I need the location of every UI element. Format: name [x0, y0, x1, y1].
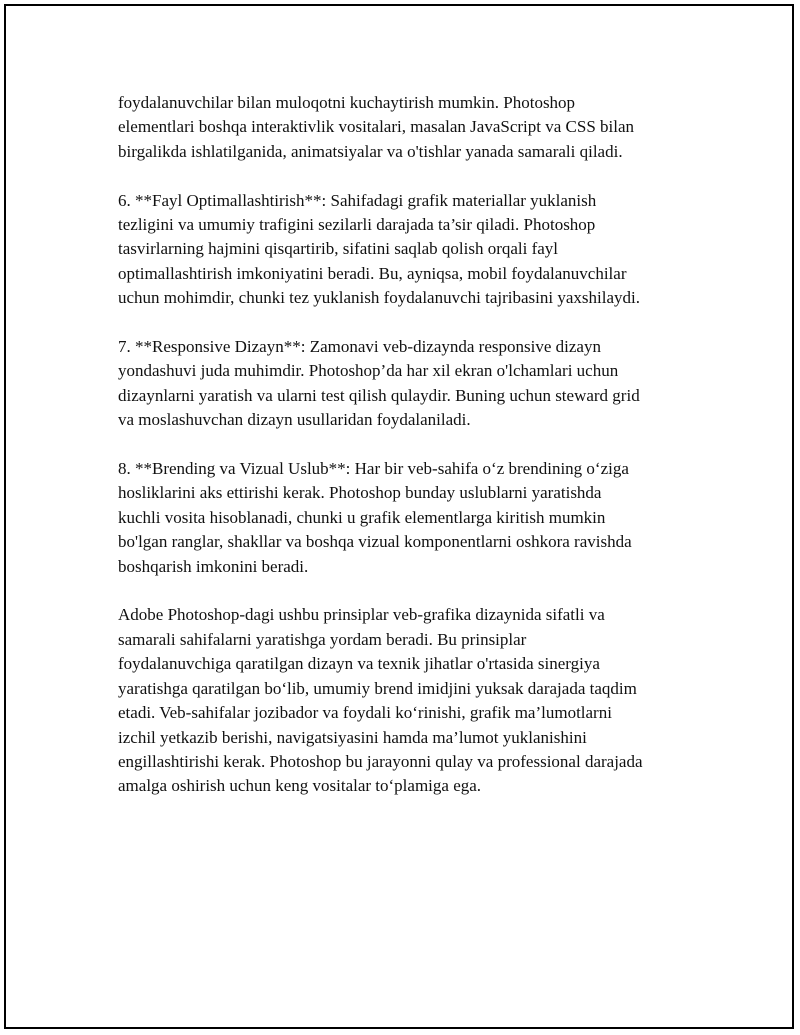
text-line: dizaynlarni yaratish va ularni test qilish qulaydir. Buning uchun steward grid	[118, 385, 640, 405]
text-line: va moslashuvchan dizayn usullaridan foydalaniladi.	[118, 410, 471, 430]
text-line: amalga oshirish uchun keng vositalar to‘plamiga ega.	[118, 776, 482, 796]
paragraph-responsive-design	[118, 335, 698, 433]
text-line: boshqarish imkonini beradi.	[118, 556, 309, 576]
text-line: tasvirlarning hajmini qisqartirib, sifatini saqlab qolish orqali fayl	[118, 239, 559, 259]
text-line: foydalanuvchilar bilan muloqotni kuchaytirish mumkin. Photoshop	[118, 93, 576, 112]
text-line: hosliklarini aks ettirishi kerak. Photoshop bunday uslublarni yaratishda	[118, 483, 602, 503]
text-line: engillashtirishi kerak. Photoshop bu jarayonni qulay va professional darajada	[118, 751, 643, 771]
text-line: foydalanuvchiga qaratilgan dizayn va texnik jihatlar o'rtasida sinergiya	[118, 654, 600, 674]
paragraph-branding	[118, 457, 698, 579]
text-line: birgalikda ishlatilganida, animatsiyalar va o'tishlar yanada samarali qiladi.	[118, 141, 623, 161]
text-line: etadi. Veb-sahifalar jozibador va foydali ko‘rinishi, grafik ma’lumotlarni	[118, 703, 612, 723]
paragraph-conclusion	[118, 603, 698, 798]
text-line: yondashuvi juda muhimdir. Photoshop’da har xil ekran o'lchamlari uchun	[118, 361, 619, 381]
text-line: 6. **Fayl Optimallashtirish**: Sahifadagi grafik materiallar yuklanish	[118, 190, 597, 210]
text-line: optimallashtirish imkoniyatini beradi. Bu, ayniqsa, mobil foydalanuvchilar	[118, 263, 627, 283]
text-line: uchun mohimdir, chunki tez yuklanish foydalanuvchi tajribasini yaxshilaydi.	[118, 288, 640, 308]
text-line: kuchli vosita hisoblanadi, chunki u grafik elementlarga kiritish mumkin	[118, 507, 606, 527]
text-line: yaratishga qaratilgan bo‘lib, umumiy brend imidjini yuksak darajada taqdim	[118, 678, 637, 698]
text-line: 7. **Responsive Dizayn**: Zamonavi veb-dizaynda responsive dizayn	[118, 337, 601, 357]
text-line: Adobe Photoshop-dagi ushbu prinsiplar veb-grafika dizaynida sifatli va	[118, 605, 605, 625]
text-line: samarali sahifalarni yaratishga yordam beradi. Bu prinsiplar	[118, 629, 527, 649]
text-line: tezligini va umumiy trafigini sezilarli darajada ta’sir qiladi. Photoshop	[118, 215, 596, 235]
paragraph-file-optimization	[118, 189, 698, 311]
text-line: elementlari boshqa interaktivlik vositalari, masalan JavaScript va CSS bilan	[118, 117, 635, 137]
document-body	[118, 91, 698, 823]
text-line: bo'lgan ranglar, shakllar va boshqa vizual komponentlarni oshkora ravishda	[118, 532, 632, 552]
paragraph-intro-continuation	[118, 91, 698, 164]
text-line: izchil yetkazib berishi, navigatsiyasini hamda ma’lumot yuklanishini	[118, 727, 587, 747]
text-line: 8. **Brending va Vizual Uslub**: Har bir veb-sahifa o‘z brendining o‘ziga	[118, 459, 629, 479]
